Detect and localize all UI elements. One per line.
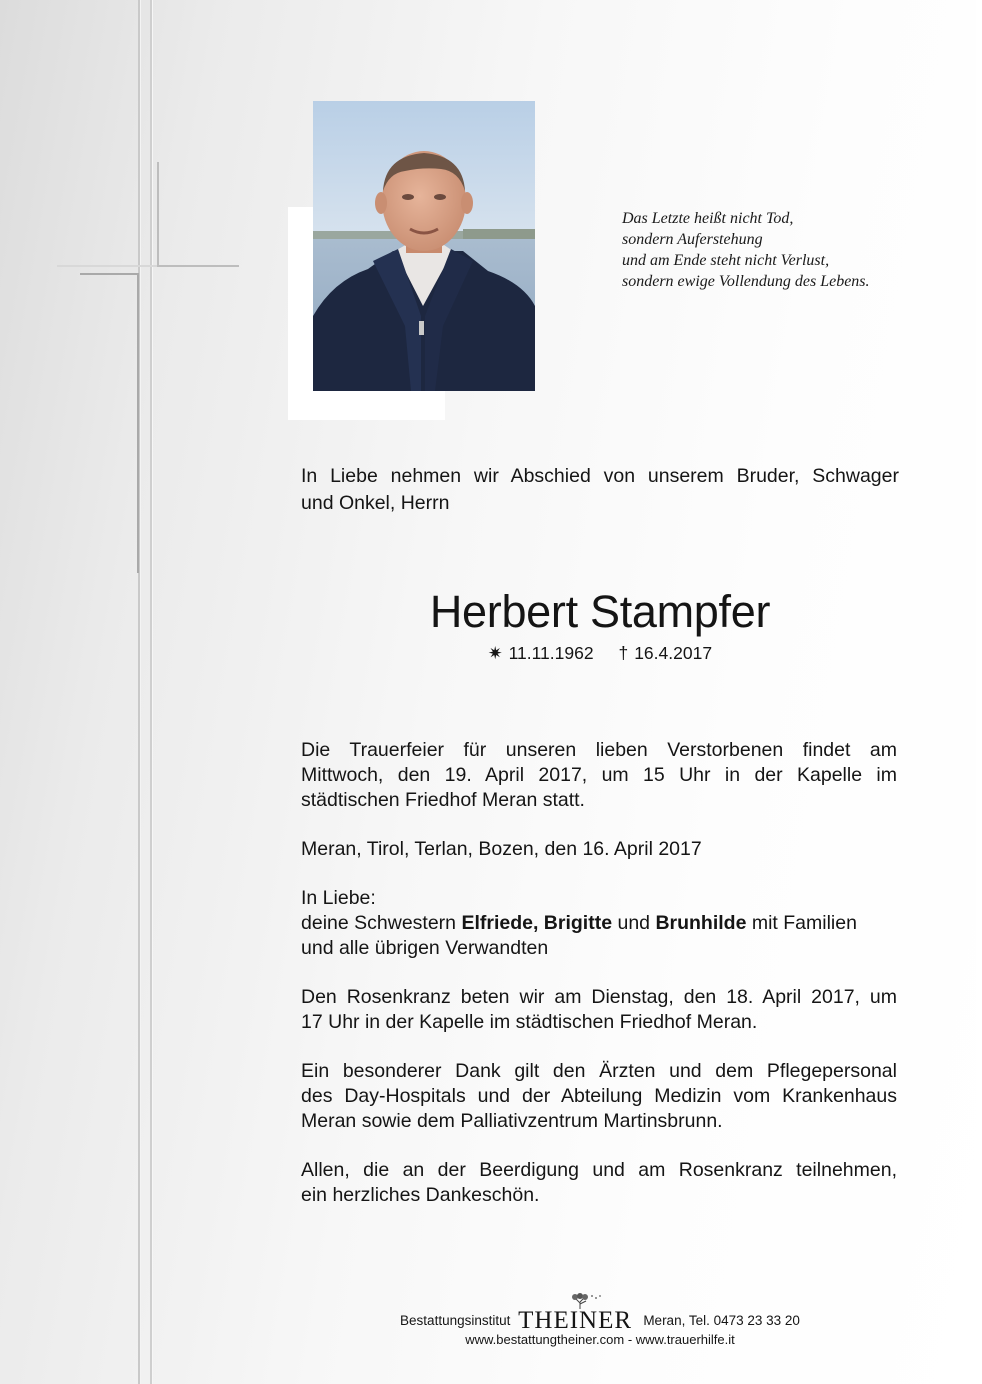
deceased-name: Herbert Stampfer (429, 586, 771, 637)
funeral-home-logo (518, 1307, 639, 1334)
life-dates (300, 641, 900, 665)
rosary-line: 17 Uhr in der Kapelle im städtischen Friedhof Meran. (301, 1010, 758, 1033)
death-date: 16.4.2017 (634, 643, 713, 663)
intro-text (301, 463, 899, 517)
closing-text (301, 1158, 897, 1208)
page-edge (976, 0, 982, 1384)
mourners-name: Elfriede, Brigitte (461, 911, 613, 934)
quote-line: Das Letzte heißt nicht Tod, (622, 210, 794, 227)
closing-line: Allen, die an der Beerdigung und am Rosenkranz teilnehmen, (301, 1159, 897, 1181)
mourners-heading: In Liebe: (301, 887, 376, 909)
intro-line: In Liebe nehmen wir Abschied von unserem Bruder, Schwager (301, 465, 899, 487)
mourners-name: Brunhilde (655, 911, 747, 934)
funeral-line: städtischen Friedhof Meran statt. (301, 788, 585, 811)
mourners-conj: und (612, 911, 656, 934)
funeral-line: Mittwoch, den 19. April 2017, um 15 Uhr in der Kapelle im (301, 763, 897, 786)
footer-contact: Meran, Tel. 0473 23 33 20 (643, 1313, 800, 1328)
decorative-vertical-line (138, 0, 140, 1384)
mourners-list (301, 886, 897, 960)
mourners-suffix: mit Familien (746, 911, 857, 934)
footer-prefix: Bestattungsinstitut (400, 1313, 511, 1328)
death-cross-icon: † (618, 643, 629, 663)
rosary-announcement (301, 985, 897, 1035)
birth-date: 11.11.1962 (508, 643, 594, 663)
tree-logo-icon (566, 1293, 606, 1309)
quote-line: und am Ende steht nicht Verlust, (622, 252, 830, 269)
footer-web[interactable]: www.bestattungtheiner.com - www.trauerhilfe.it (465, 1332, 735, 1347)
birth-star-icon: ✷ (487, 643, 503, 663)
quote-line: sondern Auferstehung (622, 231, 763, 248)
thanks-line: Ein besonderer Dank gilt den Ärzten und dem Pflegepersonal (301, 1060, 897, 1082)
funeral-line: Die Trauerfeier für unseren lieben Verstorbenen findet am (301, 739, 897, 761)
place-date (301, 837, 897, 862)
mourners-line (301, 911, 897, 936)
place-date-text: Meran, Tirol, Terlan, Bozen, den 16. April 2017 (301, 838, 702, 860)
memorial-quote (622, 208, 952, 292)
funeral-announcement (301, 738, 897, 812)
thanks-text (301, 1059, 897, 1133)
thanks-line: Meran sowie dem Palliativzentrum Martinsbrunn. (301, 1109, 723, 1132)
mourners-prefix: deine Schwestern (301, 911, 462, 934)
closing-line: ein herzliches Dankeschön. (301, 1183, 540, 1206)
mourners-line: und alle übrigen Verwandten (301, 936, 549, 959)
funeral-home-brand: THEINER (518, 1307, 633, 1334)
funeral-home-footer (300, 1307, 900, 1348)
rosary-line: Den Rosenkranz beten wir am Dienstag, den 18. April 2017, um (301, 986, 897, 1008)
footer-line (300, 1307, 900, 1334)
portrait-photo (313, 101, 535, 391)
thanks-line: des Day-Hospitals und der Abteilung Medizin vom Krankenhaus (301, 1084, 897, 1107)
quote-line: sondern ewige Vollendung des Lebens. (622, 273, 870, 290)
decorative-vertical-line (150, 0, 152, 1384)
intro-line: und Onkel, Herrn (301, 492, 450, 514)
